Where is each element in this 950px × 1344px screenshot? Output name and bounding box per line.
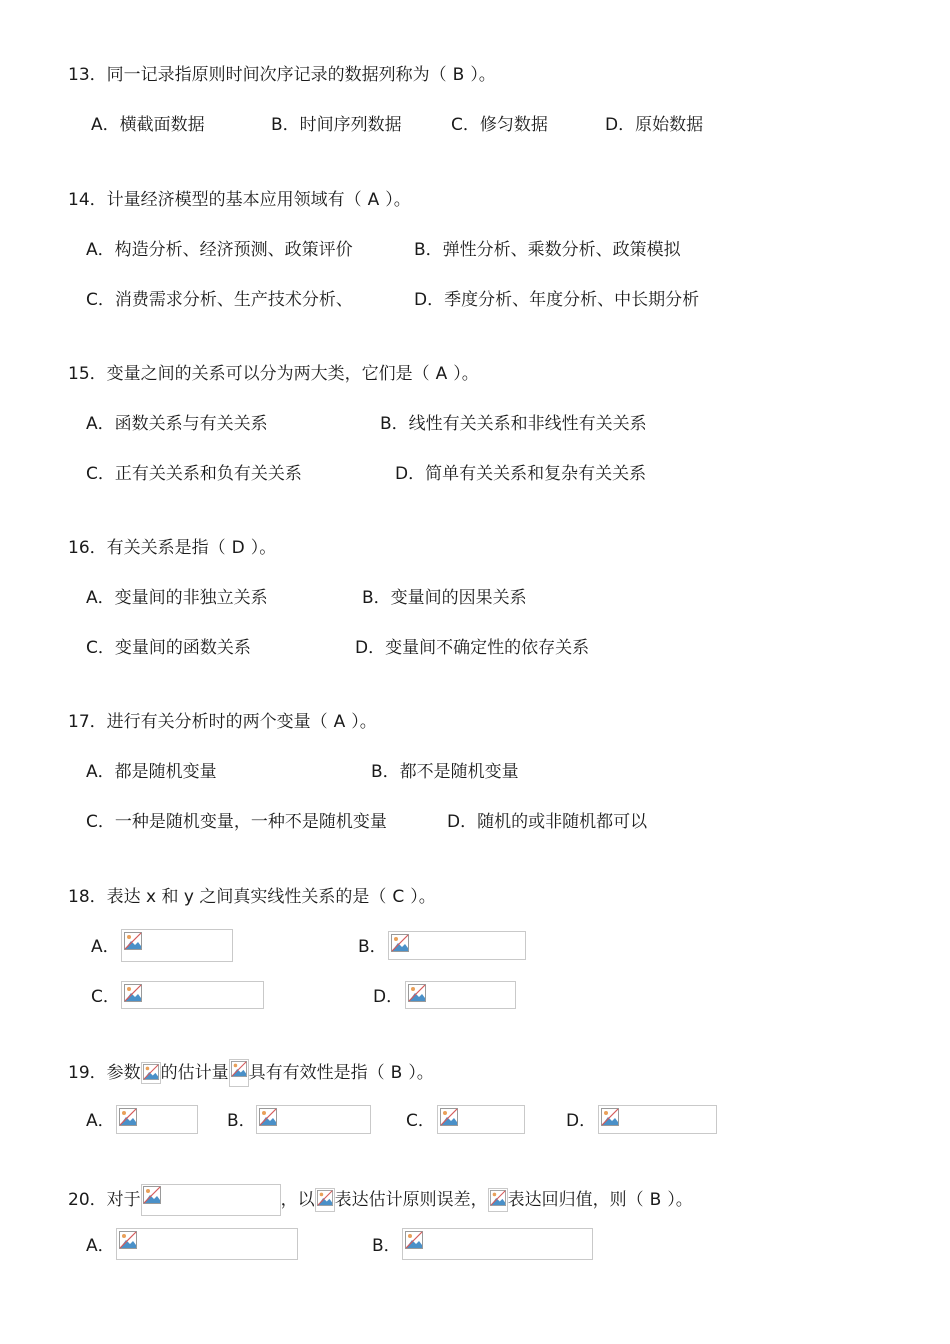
stem-text: 的估计量 — [160, 1063, 229, 1083]
option-b: B．弹性分析、乘数分析、政策模拟 — [414, 240, 681, 260]
question-14-stem — [68, 188, 411, 212]
broken-image-icon — [259, 1108, 277, 1126]
option-a: A．函数关系与有关关系 — [86, 414, 268, 434]
broken-image-icon — [124, 932, 142, 950]
formula-image — [256, 1105, 371, 1134]
stem-text: ，以 — [280, 1190, 315, 1210]
stem-text: 17．进行有关分析时的两个变量（ — [68, 712, 328, 732]
option-c: C． — [406, 1111, 435, 1131]
option-a: A．变量间的非独立关系 — [86, 588, 268, 608]
option-c: C．正有关关系和负有关关系 — [86, 464, 302, 484]
stem-text: ）。 — [410, 887, 436, 907]
broken-image-icon — [440, 1108, 458, 1126]
stem-text: 18．表达 x 和 y 之间真实线性关系的是（ — [68, 887, 387, 907]
option-b: B． — [227, 1111, 256, 1131]
option-a: A． — [91, 937, 120, 957]
option-a: A． — [86, 1111, 115, 1131]
stem-text: 具有有效性是指（ — [248, 1063, 385, 1083]
formula-image — [121, 981, 264, 1009]
formula-image — [598, 1105, 717, 1134]
broken-image-icon — [408, 984, 426, 1002]
question-17-stem — [68, 710, 377, 734]
option-c: C．修匀数据 — [451, 115, 548, 135]
option-d: D．随机的或非随机都可以 — [447, 812, 648, 832]
stem-text: 15．变量之间的关系可以分为两大类，它们是（ — [68, 364, 430, 384]
broken-image-icon — [405, 1231, 423, 1249]
formula-image — [488, 1188, 508, 1212]
formula-image — [315, 1188, 335, 1212]
formula-image — [141, 1184, 281, 1216]
answer-text: D — [231, 538, 245, 558]
formula-image — [141, 1062, 161, 1084]
formula-image — [405, 981, 516, 1009]
option-b: B．都不是随机变量 — [371, 762, 519, 782]
answer-text: A — [333, 712, 346, 732]
question-19-stem — [68, 1059, 434, 1083]
broken-image-icon — [119, 1231, 137, 1249]
broken-image-icon — [119, 1108, 137, 1126]
option-b: B．时间序列数据 — [271, 115, 402, 135]
answer-text: A — [367, 190, 380, 210]
stem-text: ）。 — [351, 712, 377, 732]
stem-text: ）。 — [250, 538, 277, 558]
option-b: B．线性有关关系和非线性有关关系 — [380, 414, 647, 434]
option-c: C． — [91, 987, 120, 1007]
formula-image — [229, 1059, 249, 1087]
stem-text: 13．同一记录指原则时间次序记录的数据列称为（ — [68, 65, 447, 85]
answer-text: A — [435, 364, 448, 384]
question-16-stem — [68, 536, 276, 560]
stem-text: 表达估计原则误差， — [334, 1190, 488, 1210]
option-d: D．变量间不确定性的依存关系 — [355, 638, 590, 658]
stem-text: 20．对于 — [68, 1190, 141, 1210]
formula-image — [116, 1228, 298, 1260]
option-d: D． — [566, 1111, 597, 1131]
option-d: D．原始数据 — [605, 115, 704, 135]
broken-image-icon — [143, 1064, 159, 1080]
stem-text: ）。 — [408, 1063, 434, 1083]
answer-text: C — [392, 887, 405, 907]
option-b: B．变量间的因果关系 — [362, 588, 527, 608]
option-a: A．横截面数据 — [91, 115, 205, 135]
option-c: C．变量间的函数关系 — [86, 638, 251, 658]
option-d: D．季度分析、年度分析、中长期分析 — [414, 290, 700, 310]
option-a: A．都是随机变量 — [86, 762, 217, 782]
option-b: B． — [358, 937, 387, 957]
broken-image-icon — [391, 934, 409, 952]
formula-image — [388, 931, 526, 960]
question-20-stem — [68, 1184, 693, 1208]
answer-text: B — [649, 1190, 662, 1210]
stem-text: ）。 — [667, 1190, 693, 1210]
formula-image — [121, 929, 233, 962]
option-a: A． — [86, 1236, 115, 1256]
stem-text: 16．有关关系是指（ — [68, 538, 226, 558]
broken-image-icon — [317, 1190, 333, 1206]
option-d: D．简单有关关系和复杂有关关系 — [395, 464, 647, 484]
option-d: D． — [373, 987, 404, 1007]
answer-text: B — [390, 1063, 403, 1083]
stem-text: 14．计量经济模型的基本应用领域有（ — [68, 190, 362, 210]
formula-image — [437, 1105, 525, 1134]
stem-text: ）。 — [470, 65, 496, 85]
option-b: B． — [372, 1236, 401, 1256]
question-18-stem — [68, 885, 436, 909]
stem-text: 19．参数 — [68, 1063, 141, 1083]
broken-image-icon — [124, 984, 142, 1002]
broken-image-icon — [143, 1186, 161, 1204]
question-15-stem — [68, 362, 479, 386]
answer-text: B — [452, 65, 465, 85]
broken-image-icon — [490, 1190, 506, 1206]
formula-image — [402, 1228, 593, 1260]
option-c: C．一种是随机变量，一种不是随机变量 — [86, 812, 387, 832]
broken-image-icon — [601, 1108, 619, 1126]
option-c: C．消费需求分析、生产技术分析、 — [86, 290, 353, 310]
stem-text: 表达回归值，则（ — [507, 1190, 644, 1210]
option-a: A．构造分析、经济预测、政策评价 — [86, 240, 353, 260]
broken-image-icon — [231, 1061, 247, 1077]
stem-text: ）。 — [453, 364, 479, 384]
formula-image — [116, 1105, 198, 1134]
stem-text: ）。 — [385, 190, 411, 210]
question-13-stem — [68, 63, 496, 87]
